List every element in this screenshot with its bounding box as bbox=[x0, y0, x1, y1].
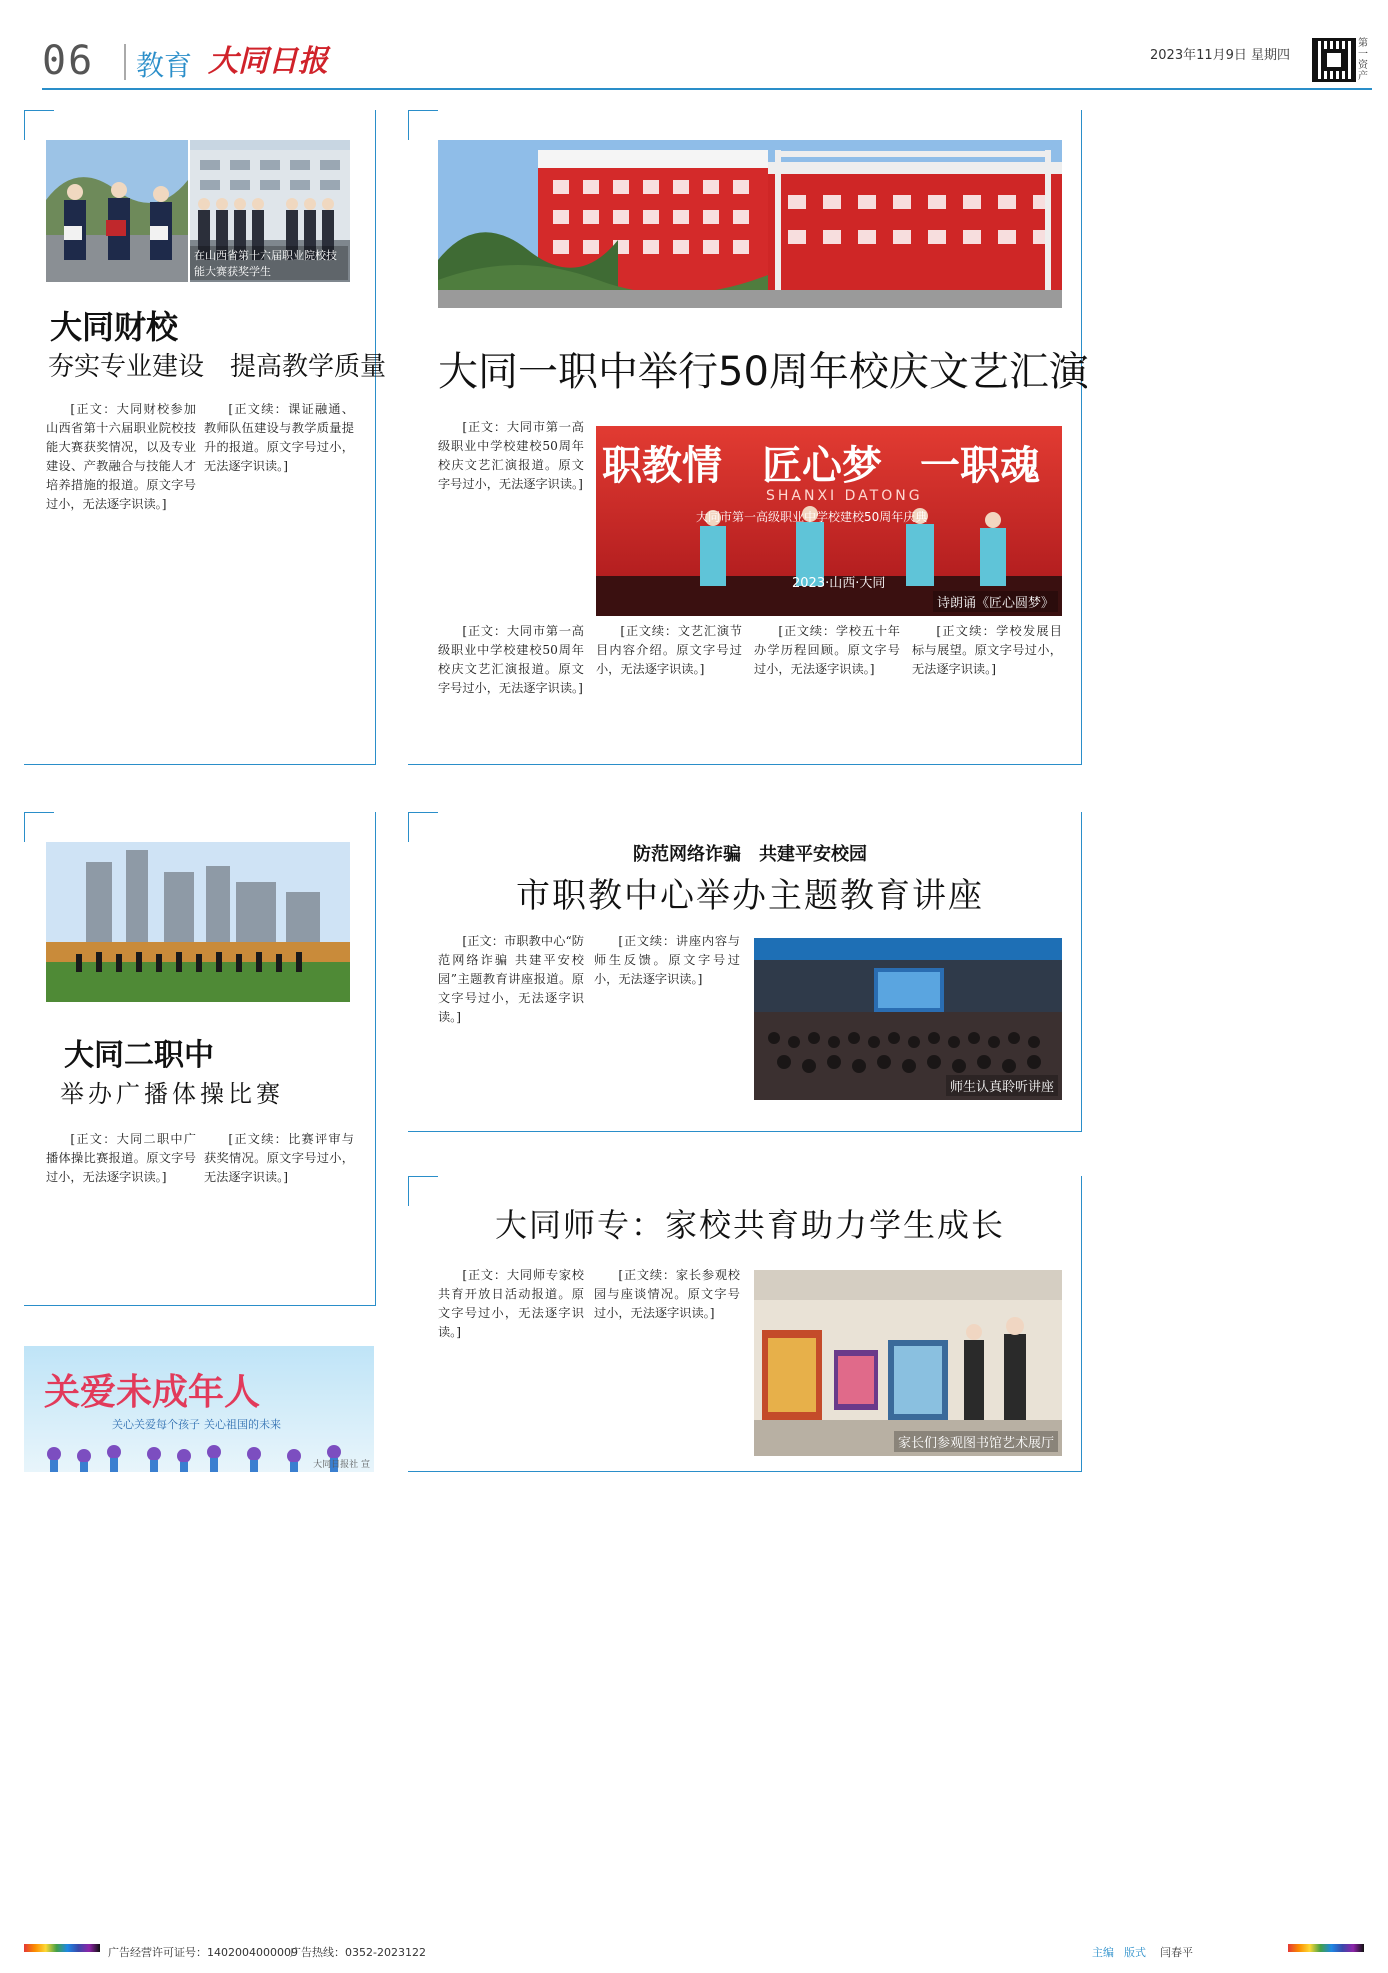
editor-label: 主编 bbox=[1092, 1946, 1114, 1959]
photo-caption: 诗朗诵《匠心圆梦》 bbox=[933, 591, 1058, 612]
stage-photo bbox=[596, 426, 1062, 616]
stage-banner-text: 匠心梦 bbox=[762, 442, 882, 489]
article-body: [正文续：讲座内容与师生反馈。原文字号过小，无法逐字识读。] bbox=[594, 934, 740, 986]
care-banner bbox=[24, 1346, 374, 1472]
school-building-photo bbox=[438, 140, 1062, 308]
banner-corner: 大同日报社 宣 bbox=[313, 1460, 370, 1470]
article-body: [正文：大同师专家校共育开放日活动报道。原文字号过小，无法逐字识读。] bbox=[438, 1268, 584, 1339]
headline: 市职教中心举办主题教育讲座 bbox=[516, 876, 984, 916]
stage-year: 2023·山西·大同 bbox=[792, 576, 886, 591]
headline: 大同师专：家校共育助力学生成长 bbox=[494, 1206, 1005, 1244]
award-photo-right bbox=[190, 140, 350, 282]
page-number: 06 bbox=[42, 38, 95, 84]
color-bar bbox=[24, 1944, 100, 1952]
color-bar bbox=[1288, 1944, 1364, 1952]
article-body: [正文续：学校五十年办学历程回顾。原文字号过小，无法逐字识读。] bbox=[754, 624, 900, 676]
subheadline: 夯实专业建设 提高教学质量 bbox=[48, 352, 387, 382]
stage-banner-text: 职教情 bbox=[602, 442, 722, 489]
article-body: [正文续：学校发展目标与展望。原文字号过小，无法逐字识读。] bbox=[912, 624, 1062, 676]
headline: 大同财校 bbox=[50, 308, 179, 346]
ad-license: 广告经营许可证号：1402004000009 bbox=[108, 1946, 298, 1959]
kicker: 防范网络诈骗 共建平安校园 bbox=[633, 844, 867, 865]
section-name: 教育 bbox=[136, 49, 193, 82]
article-body: [正文：大同市第一高级职业中学校建校50周年校庆文艺汇演报道。原文字号过小，无法逐字识读。] bbox=[438, 420, 584, 491]
banner-line: 关心关爱每个孩子 bbox=[112, 1418, 200, 1431]
headline: 大同二职中 bbox=[64, 1038, 214, 1073]
banner-title: 关爱未成年人 bbox=[44, 1371, 261, 1413]
stage-banner-text: 一职魂 bbox=[920, 442, 1040, 489]
article-body: [正文续：比赛评审与获奖情况。原文字号过小，无法逐字识读。] bbox=[204, 1132, 354, 1184]
article-body: [正文：大同财校参加山西省第十六届职业院校技能大赛获奖情况，以及专业建设、产教融合与技能人才培养措施的报道。原文字号过小，无法逐字识读。] bbox=[46, 402, 196, 511]
article-body: [正文：大同二职中广播体操比赛报道。原文字号过小，无法逐字识读。] bbox=[46, 1132, 196, 1184]
exhibit-photo bbox=[754, 1270, 1062, 1456]
stage-banner-en: SHANXI DATONG bbox=[766, 488, 923, 504]
photo-caption: 在山西省第十六届职业院校技能大赛获奖学生 bbox=[190, 246, 348, 280]
article-body: [正文续：文艺汇演节目内容介绍。原文字号过小，无法逐字识读。] bbox=[596, 624, 742, 676]
award-photo-left bbox=[46, 140, 188, 282]
qr-code-icon[interactable] bbox=[1312, 38, 1356, 82]
exercise-photo bbox=[46, 842, 350, 1002]
editor-name: 闫春平 bbox=[1160, 1946, 1193, 1959]
header-rule bbox=[42, 88, 1372, 90]
lecture-photo bbox=[754, 938, 1062, 1100]
article-body: [正文续：家长参观校园与座谈情况。原文字号过小，无法逐字识读。] bbox=[594, 1268, 740, 1320]
banner-line: 关心祖国的未来 bbox=[204, 1418, 281, 1431]
stage-banner-sub: 大同市第一高级职业中学校建校50周年庆典 bbox=[696, 510, 928, 524]
header-divider bbox=[124, 44, 126, 80]
article-body: [正文：大同市第一高级职业中学校建校50周年校庆文艺汇演报道。原文字号过小，无法逐字识读。] bbox=[438, 624, 584, 695]
headline: 大同一职中举行50周年校庆文艺汇演 bbox=[438, 349, 1089, 395]
photo-caption: 家长们参观图书馆艺术展厅 bbox=[894, 1431, 1058, 1452]
article-body: [正文续：课证融通、教师队伍建设与教学质量提升的报道。原文字号过小，无法逐字识读。] bbox=[204, 402, 354, 473]
article-body: [正文：市职教中心“防范网络诈骗 共建平安校园”主题教育讲座报道。原文字号过小，无法逐字识读。] bbox=[438, 934, 584, 1024]
ad-hotline: 广告热线：0352-2023122 bbox=[290, 1946, 426, 1959]
subheadline: 举办广播体操比赛 bbox=[60, 1080, 284, 1108]
photo-caption: 师生认真聆听讲座 bbox=[946, 1075, 1058, 1096]
issue-date: 2023年11月9日 星期四 bbox=[1150, 48, 1291, 63]
layout-label: 版式 bbox=[1124, 1946, 1146, 1959]
side-tag: 第一资产 bbox=[1358, 38, 1368, 82]
paper-logo: 大同日报 bbox=[208, 44, 328, 79]
